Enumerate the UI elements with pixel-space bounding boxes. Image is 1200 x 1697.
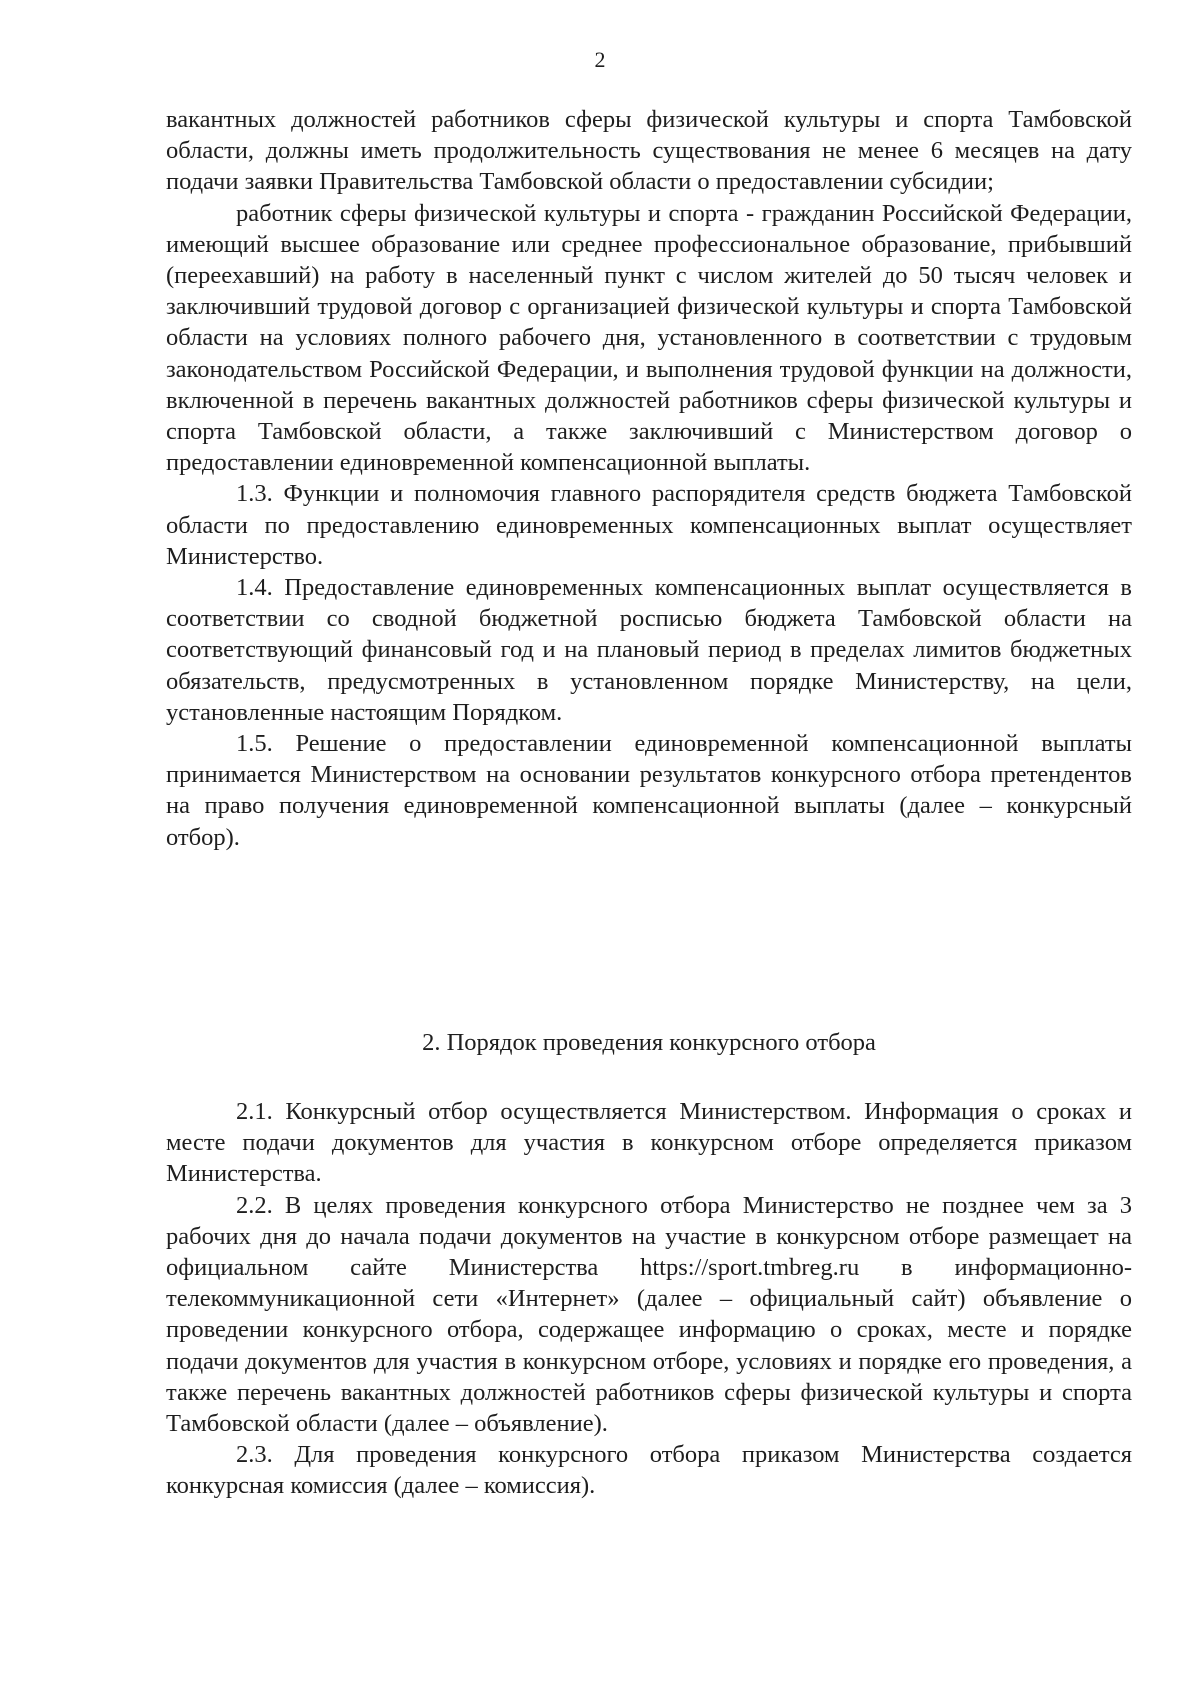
- paragraph-continuation: вакантных должностей работников сферы физической культуры и спорта Тамбовской области, должны иметь продолжительность существования не менее 6 месяцев на дату подачи заявки Правительства Тамбовской области о предоставлении субсидии;: [166, 106, 1132, 196]
- section-heading: 2. Порядок проведения конкурсного отбора: [422, 1029, 876, 1056]
- body-text-top: [166, 104, 1132, 853]
- paragraph-2-1: 2.1. Конкурсный отбор осуществляется Министерством. Информация о сроках и месте подачи документов для участия в конкурсном отборе определяется приказом Министерства.: [166, 1098, 1132, 1188]
- page-number: 2: [594, 47, 606, 72]
- paragraph-definition-worker: работник сферы физической культуры и спорта - гражданин Российской Федерации, имеющий высшее образование или среднее профессиональное образование, прибывший (переехавший) на работу в населенный пункт с числом жителей до 50 тысяч человек и заключивший трудовой договор с организацией физической культуры и спорта Тамбовской области на условиях полного рабочего дня, установленного в соответствии с трудовым законодательством Российской Федерации, и выполнения трудовой функции на должности, включенной в перечень вакантных должностей работников сферы физической культуры и спорта Тамбовской области, а также заключивший с Министерством договор о предоставлении единовременной компенсационной выплаты.: [166, 199, 1132, 477]
- paragraph-2-3: 2.3. Для проведения конкурсного отбора приказом Министерства создается конкурсная комиссия (далее – комиссия).: [166, 1441, 1132, 1500]
- body-text-bottom: [166, 1096, 1132, 1502]
- paragraph-1-5: 1.5. Решение о предоставлении единовременной компенсационной выплаты принимается Министерством на основании результатов конкурсного отбора претендентов на право получения единовременной компенсационной выплаты (далее – конкурсный отбор).: [166, 730, 1132, 851]
- paragraph-1-4: 1.4. Предоставление единовременных компенсационных выплат осуществляется в соответствии со сводной бюджетной росписью бюджета Тамбовской области на соответствующий финансовый год и на плановый период в пределах лимитов бюджетных обязательств, предусмотренных в установленном порядке Министерству, на цели, установленные настоящим Порядком.: [166, 574, 1132, 726]
- paragraph-1-3: 1.3. Функции и полномочия главного распорядителя средств бюджета Тамбовской области по предоставлению единовременных компенсационных выплат осуществляет Министерство.: [166, 480, 1132, 570]
- paragraph-2-2: 2.2. В целях проведения конкурсного отбора Министерство не позднее чем за 3 рабочих дня до начала подачи документов на участие в конкурсном отборе размещает на официальном сайте Министерства https://sport.tmbreg.ru в информационно-телекоммуникационной сети «Интернет» (далее – официальный сайт) объявление о проведении конкурсного отбора, содержащее информацию о сроках, месте и порядке подачи документов для участия в конкурсном отборе, условиях и порядке его проведения, а также перечень вакантных должностей работников сферы физической культуры и спорта Тамбовской области (далее – объявление).: [166, 1191, 1132, 1438]
